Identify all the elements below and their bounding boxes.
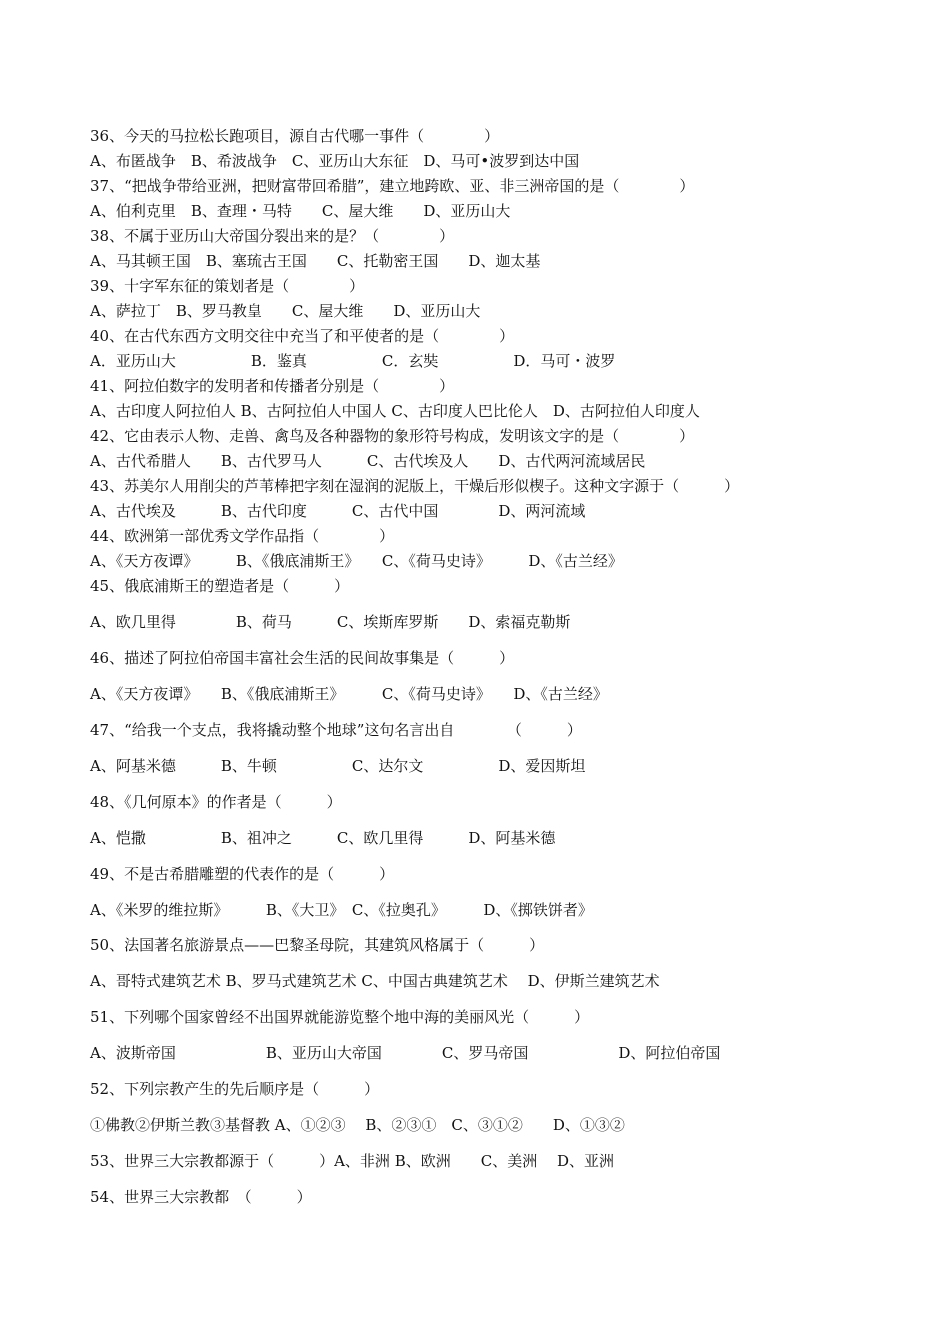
question-40: 40、在古代东西方文明交往中充当了和平使者的是（ ）: [90, 327, 515, 345]
question-42: 42、它由表示人物、走兽、禽鸟及各种器物的象形符号构成，发明该文字的是（ ）: [90, 427, 695, 445]
options-39: A、萨拉丁 B、罗马教皇 C、屋大维 D、亚历山大: [90, 302, 481, 320]
options-40: A．亚历山大 B．鉴真 C．玄奘 D．马可・波罗: [90, 352, 616, 370]
options-42: A、古代希腊人 B、古代罗马人 C、古代埃及人 D、古代两河流域居民: [90, 452, 646, 470]
question-54: 54、世界三大宗教都 （ ）: [90, 1188, 312, 1206]
options-45: A、欧几里得 B、荷马 C、埃斯库罗斯 D、索福克勒斯: [90, 613, 571, 631]
question-38: 38、不属于亚历山大帝国分裂出来的是？（ ）: [90, 227, 455, 245]
options-49: A、《米罗的维拉斯》 B、《大卫》 C、《拉奥孔》 D、《掷铁饼者》: [90, 901, 593, 919]
options-50: A、哥特式建筑艺术 B、罗马式建筑艺术 C、中国古典建筑艺术 D、伊斯兰建筑艺术: [90, 972, 660, 990]
options-46: A、《天方夜谭》 B、《俄底浦斯王》 C、《荷马史诗》 D、《古兰经》: [90, 685, 608, 703]
options-36: A、布匿战争 B、希波战争 C、亚历山大东征 D、马可•波罗到达中国: [90, 152, 580, 170]
question-50: 50、法国著名旅游景点——巴黎圣母院，其建筑风格属于（ ）: [90, 936, 545, 954]
question-49: 49、不是古希腊雕塑的代表作的是（ ）: [90, 865, 395, 883]
question-39: 39、十字军东征的策划者是（ ）: [90, 277, 365, 295]
question-44: 44、欧洲第一部优秀文学作品指（ ）: [90, 527, 395, 545]
options-48: A、恺撒 B、祖冲之 C、欧几里得 D、阿基米德: [90, 829, 556, 847]
question-46: 46、描述了阿拉伯帝国丰富社会生活的民间故事集是（ ）: [90, 649, 515, 667]
options-37: A、伯利克里 B、查理・马特 C、屋大维 D、亚历山大: [90, 202, 511, 220]
options-44: A、《天方夜谭》 B、《俄底浦斯王》 C、《荷马史诗》 D、《古兰经》: [90, 552, 623, 570]
question-48: 48、《几何原本》的作者是（ ）: [90, 793, 342, 811]
options-38: A、马其顿王国 B、塞琉古王国 C、托勒密王国 D、迦太基: [90, 252, 541, 270]
question-51: 51、下列哪个国家曾经不出国界就能游览整个地中海的美丽风光（ ）: [90, 1008, 590, 1026]
question-43: 43、苏美尔人用削尖的芦苇棒把字刻在湿润的泥版上，干燥后形似楔子。这种文字源于（ ）: [90, 477, 740, 495]
question-36: 36、今天的马拉松长跑项目，源自古代哪一事件（ ）: [90, 127, 500, 145]
options-41: A、古印度人阿拉伯人 B、古阿拉伯人中国人 C、古印度人巴比伦人 D、古阿拉伯人印度人: [90, 402, 700, 420]
question-53: 53、世界三大宗教都源于（ ）A、非洲 B、欧洲 C、美洲 D、亚洲: [90, 1152, 614, 1170]
options-51: A、波斯帝国 B、亚历山大帝国 C、罗马帝国 D、阿拉伯帝国: [90, 1044, 721, 1062]
question-41: 41、阿拉伯数字的发明者和传播者分别是（ ）: [90, 377, 455, 395]
question-45: 45、俄底浦斯王的塑造者是（ ）: [90, 577, 350, 595]
question-52: 52、下列宗教产生的先后顺序是（ ）: [90, 1080, 380, 1098]
question-47: 47、“给我一个支点，我将撬动整个地球”这句名言出自 （ ）: [90, 721, 582, 739]
options-43: A、古代埃及 B、古代印度 C、古代中国 D、两河流域: [90, 502, 586, 520]
question-37: 37、“把战争带给亚洲，把财富带回希腊”，建立地跨欧、亚、非三洲帝国的是（ ）: [90, 177, 695, 195]
options-52: ①佛教②伊斯兰教③基督教 A、①②③ B、②③① C、③①② D、①③②: [90, 1116, 625, 1134]
options-47: A、阿基米德 B、牛顿 C、达尔文 D、爱因斯坦: [90, 757, 586, 775]
